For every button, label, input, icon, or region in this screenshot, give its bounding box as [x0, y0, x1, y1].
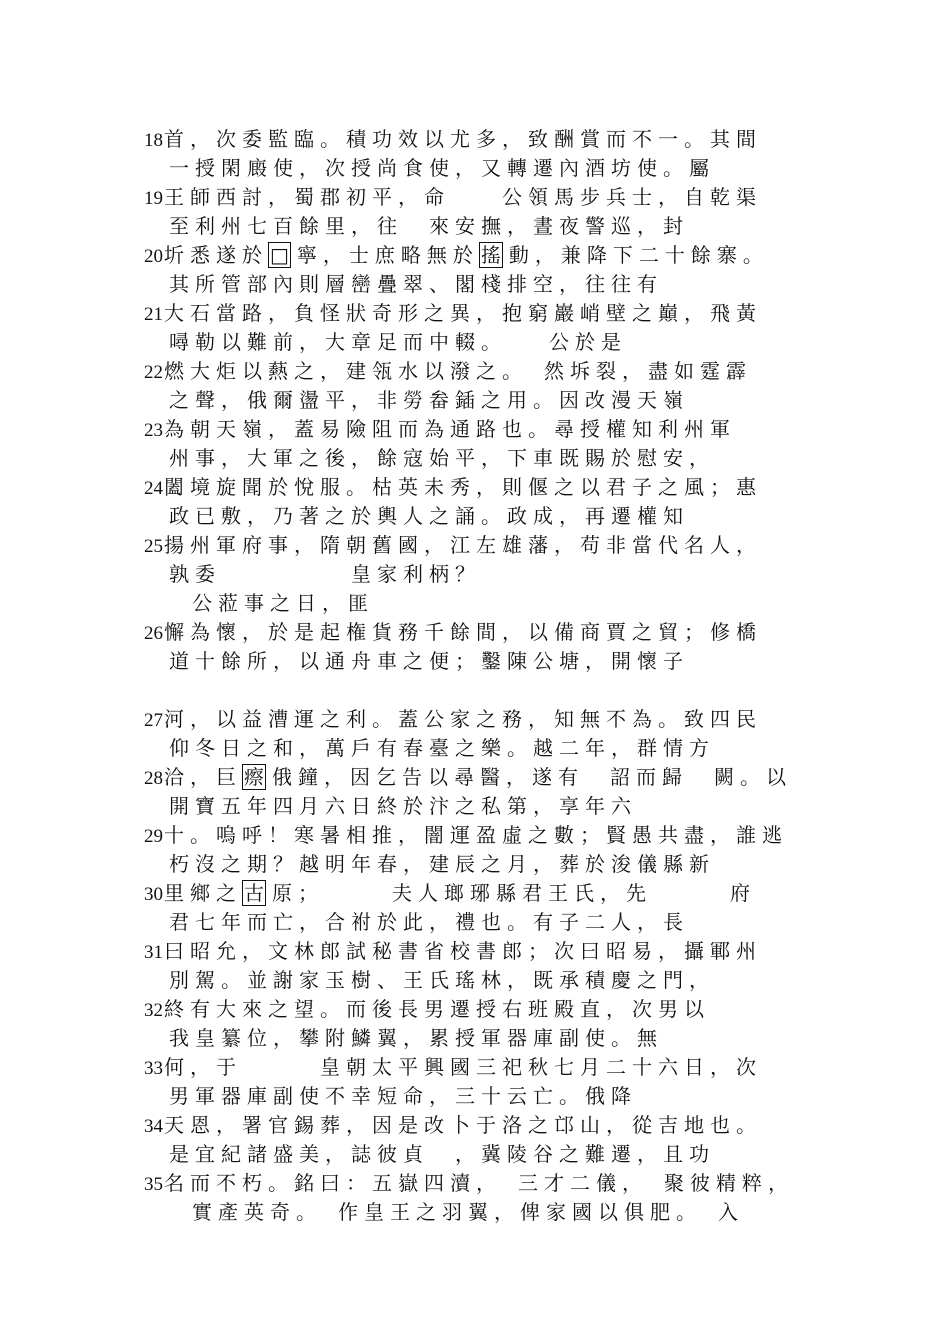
text-line — [144, 1054, 762, 1080]
line-text: 揚州軍府事，隋朝舊國，江左雄藩，苟非當代名人， — [164, 533, 762, 557]
text-line — [169, 561, 481, 587]
line-text: 動，兼降下二十餘寨。 — [508, 243, 769, 267]
line-text: 王師西討，蜀郡初平，命 公領馬步兵士，自乾渠 — [164, 185, 762, 209]
text-line — [144, 619, 762, 645]
line-text: 天恩，署官錫葬，因是改卜于洛之邙山，從吉地也。 — [164, 1113, 762, 1137]
text-line — [144, 300, 762, 326]
text-line — [144, 996, 710, 1022]
line-number: 27 — [144, 710, 163, 731]
line-text: 何，于 皇朝太平興國三祀秋七月二十六日，次 — [164, 1055, 762, 1079]
line-number: 23 — [144, 420, 163, 441]
line-number: 30 — [144, 884, 163, 905]
text-line — [144, 126, 762, 152]
line-text: 朽沒之期？越明年春，建辰之月，葬於浚儀縣新 — [169, 852, 715, 876]
line-number: 33 — [144, 1058, 163, 1079]
line-text: 州事，大軍之後，餘寇始平，下車既賜於慰安， — [169, 446, 715, 470]
line-number: 35 — [144, 1174, 163, 1195]
line-text: 噚勒以難前，大章足而中輟。 公於是 — [169, 330, 627, 354]
line-text: 圻悉遂於 — [164, 243, 268, 267]
text-line — [169, 387, 689, 413]
text-line — [169, 648, 689, 674]
text-line — [169, 1083, 637, 1109]
line-text: 至利州七百餘里，往 來安撫，晝夜警巡，封 — [169, 214, 689, 238]
text-line — [169, 445, 715, 471]
text-line — [144, 1112, 762, 1138]
line-text: 我皇纂位，攀附鱗翼，累授軍器庫副使。無 — [169, 1026, 663, 1050]
line-text: 開寶五年四月六日終於汴之私第，享年六 — [169, 794, 637, 818]
line-text: 其所管部內則層巒疊翠、閣棧排空，往往有 — [169, 272, 663, 296]
text-line — [169, 329, 627, 355]
line-number: 34 — [144, 1116, 163, 1137]
text-line — [144, 706, 762, 732]
line-number: 31 — [144, 942, 163, 963]
line-text: 政已敷，乃著之於輿人之誦。政成，再遷權知 — [169, 504, 689, 528]
line-number: 28 — [144, 768, 163, 789]
text-line — [192, 1199, 744, 1225]
text-line — [169, 735, 715, 761]
line-number: 26 — [144, 623, 163, 644]
line-text: 實產英奇。 作皇王之羽翼，俾家國以俱肥。 入 — [192, 1200, 744, 1224]
boxed-character: 搖 — [480, 243, 501, 267]
text-line — [144, 764, 792, 790]
text-line — [144, 184, 762, 210]
line-text: 別駕。並謝家玉樹、王氏瑤林，既承積慶之門， — [169, 968, 715, 992]
text-line — [169, 793, 637, 819]
line-text: 終有大來之望。而後長男遷授右班殿直，次男以 — [164, 997, 710, 1021]
text-line — [144, 1170, 794, 1196]
line-text: 男軍器庫副使不幸短命，三十云亡。俄降 — [169, 1084, 637, 1108]
text-line — [144, 822, 788, 848]
line-text: 洽，巨 — [164, 765, 242, 789]
line-text: 一授閑廄使，次授尚食使，又轉遷內酒坊使。屬 — [169, 156, 715, 180]
line-text: 俄鐘，因乞告以尋醫，遂有 詔而歸 闕。以 — [272, 765, 792, 789]
text-line — [144, 938, 762, 964]
line-text: 大石當路，負怪狀奇形之異，抱窮巖峭壁之巔，飛黃 — [164, 301, 762, 325]
line-text: 寧，士庶略無於 — [296, 243, 479, 267]
text-line — [169, 155, 715, 181]
line-text: 曰昭允，文林郎試秘書省校書郎；次曰昭易，攝鄆州 — [164, 939, 762, 963]
text-line — [144, 474, 762, 500]
line-number: 18 — [144, 130, 163, 151]
line-text: 孰委 皇家利柄？ — [169, 562, 481, 586]
text-line — [169, 1025, 663, 1051]
text-line — [169, 1141, 715, 1167]
text-line — [169, 909, 689, 935]
line-text: 名而不朽。銘曰：五嶽四瀆， 三才二儀， 聚彼精粹， — [164, 1171, 794, 1195]
text-line — [144, 416, 736, 442]
text-line — [169, 967, 715, 993]
line-number: 20 — [144, 246, 163, 267]
text-line — [144, 532, 762, 558]
line-text: 原； 夫人瑯琊縣君王氏，先 府 — [272, 881, 756, 905]
line-text: 君七年而亡，合祔於此，禮也。有子二人，長 — [169, 910, 689, 934]
line-number: 21 — [144, 304, 163, 325]
boxed-character: □ — [270, 243, 289, 267]
line-number: 25 — [144, 536, 163, 557]
line-text: 里鄉之 — [164, 881, 242, 905]
line-text: 河，以益漕運之利。蓋公家之務，知無不為。致四民 — [164, 707, 762, 731]
text-line — [169, 213, 689, 239]
text-line — [144, 242, 769, 268]
line-number: 19 — [144, 188, 163, 209]
line-text: 十。嗚呼！寒暑相推，闇運盈虛之數；賢愚共盡，誰逃 — [164, 823, 788, 847]
text-line — [144, 880, 756, 906]
line-text: 懈為懷，於是起権貨務千餘間，以備商賈之貿；修橋 — [164, 620, 762, 644]
line-text: 是宜紀諸盛美，誌彼貞 ，冀陵谷之難遷，且功 — [169, 1142, 715, 1166]
line-number: 22 — [144, 362, 163, 383]
text-line — [192, 590, 374, 616]
text-line — [169, 271, 663, 297]
line-text: 之聲，俄爾盪平，非勞畚鍤之用。因改漫天嶺 — [169, 388, 689, 412]
boxed-character: 瘵 — [244, 765, 264, 789]
line-number: 24 — [144, 478, 163, 499]
line-text: 首，次委監臨。積功效以尤多，致酬賞而不一。其間 — [164, 127, 762, 151]
line-text: 為朝天嶺，蓋易險阻而為通路也。尋授權知利州軍 — [164, 417, 736, 441]
line-number: 32 — [144, 1000, 163, 1021]
line-text: 仰冬日之和，萬戶有春臺之樂。越二年，群情方 — [169, 736, 715, 760]
text-line — [144, 358, 752, 384]
line-text: 闔境旋聞於悅服。枯英未秀，則偃之以君子之風；惠 — [164, 475, 762, 499]
line-text: 燃大炬以爇之，建瓴水以潑之。 然坼裂，盡如霆霹 — [164, 359, 752, 383]
text-line — [169, 851, 715, 877]
boxed-character: 古 — [244, 881, 264, 905]
line-text: 道十餘所，以通舟車之便；鑿陳公塘，開懷子 — [169, 649, 689, 673]
text-line — [169, 503, 689, 529]
line-text: 公蒞事之日，匪 — [192, 591, 374, 615]
line-number: 29 — [144, 826, 163, 847]
